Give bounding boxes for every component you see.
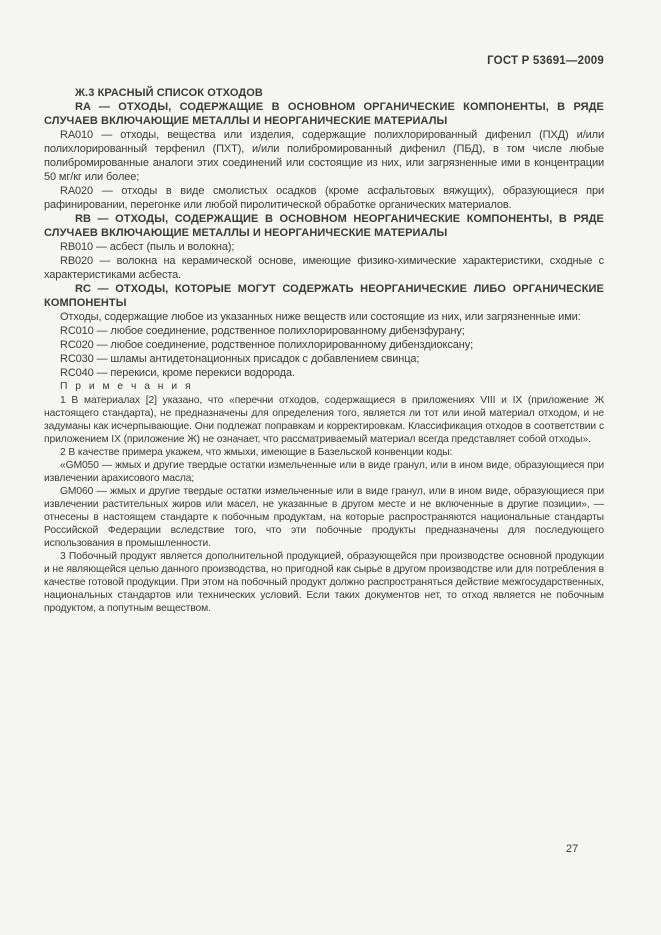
body-paragraph: RC020 — любое соединение, родственное полихлорированному дибенздиоксану; xyxy=(60,339,474,351)
body-paragraph: RB020 — волокна на керамической основе, имеющие физико-химические характеристики, сходные с характеристиками асбеста. xyxy=(44,255,604,281)
notes-label: П р и м е ч а н и я xyxy=(60,381,194,392)
body-paragraph: RC010 — любое соединение, родственное полихлорированному дибензфурану; xyxy=(60,325,465,337)
note-paragraph: 3 Побочный продукт является дополнительной продукцией, образующейся при производстве основной продукции и не являющейся целью данного производства, но пригодной как сырье в другом производстве или для потребления в качестве готовой продукции. При этом на побочный продукт должно распространяться действие межгосударственных, национальных стандартов или технических условий. Если таких документов нет, то отход является не побочным продуктом, а попутным веществом. xyxy=(44,551,604,614)
standard-designation: ГОСТ Р 53691—2009 xyxy=(487,55,604,67)
note-paragraph: «GM050 — жмых и другие твердые остатки измельченные или в виде гранул, или в ином виде, образующиеся при извлечении арахисового масла; xyxy=(44,460,604,484)
body-paragraph: Отходы, содержащие любое из указанных ниже веществ или состоящие из них, или загрязненные ими: xyxy=(60,311,581,323)
body-paragraph: RA010 — отходы, вещества или изделия, содержащие полихлорированный дифенил (ПХД) и/или полихлорированный терфенил (ПХТ), и/или полибромированный дифенил (ПБД), в том числе любые полибромированные аналоги этих соединений или состоящие из них, или загрязненные ими в концентрации 50 мг/кг или более; xyxy=(44,129,604,183)
body-paragraph: RB010 — асбест (пыль и волокна); xyxy=(60,241,235,253)
body-paragraph: RC040 — перекиси, кроме перекиси водорода. xyxy=(60,367,295,379)
note-paragraph: 2 В качестве примера укажем, что жмыхи, имеющие в Базельской конвенции коды: xyxy=(60,447,453,458)
document-body xyxy=(44,86,604,615)
body-paragraph: RC030 — шламы антидетонационных присадок с добавлением свинца; xyxy=(60,353,420,365)
page-header xyxy=(44,55,604,67)
category-heading: RC — ОТХОДЫ, КОТОРЫЕ МОГУТ СОДЕРЖАТЬ НЕОРГАНИЧЕСКИЕ ЛИБО ОРГАНИЧЕСКИЕ КОМПОНЕНТЫ xyxy=(44,283,604,309)
page-number: 27 xyxy=(566,843,579,855)
note-paragraph: 1 В материалах [2] указано, что «перечни отходов, содержащиеся в приложениях VIII и IX (приложение Ж настоящего стандарта), не предназначены для определения того, является ли тот или иной материал отходом, и не задуманы как исчерпывающие. Они подлежат поправкам и корректировкам. Классификация отходов в соответствии с приложением IX (приложение Ж) не означает, что рассматриваемый материал всегда представляет собой отходы». xyxy=(44,395,604,445)
note-paragraph: GM060 — жмых и другие твердые остатки измельченные или в виде гранул, или в ином виде, образующиеся при извлечении растительных жиров или масел, не указанные в другом месте и не включенные в другие позиции», — отнесены в настоящем стандарте к побочным продуктам, на которые распространяются национальные стандарты Российской Федерации вследствие того, что эти побочные продукты предназначены для последующего использования в промышленности. xyxy=(44,486,604,549)
category-heading: RA — ОТХОДЫ, СОДЕРЖАЩИЕ В ОСНОВНОМ ОРГАНИЧЕСКИЕ КОМПОНЕНТЫ, В РЯДЕ СЛУЧАЕВ ВКЛЮЧАЮЩИЕ МЕТАЛЛЫ И НЕОРГАНИЧЕСКИЕ МАТЕРИАЛЫ xyxy=(44,101,604,127)
category-heading: RB — ОТХОДЫ, СОДЕРЖАЩИЕ В ОСНОВНОМ НЕОРГАНИЧЕСКИЕ КОМПОНЕНТЫ, В РЯДЕ СЛУЧАЕВ ВКЛЮЧАЮЩИЕ МЕТАЛЛЫ И НЕОРГАНИЧЕСКИЕ МАТЕРИАЛЫ xyxy=(44,213,604,239)
body-paragraph: RA020 — отходы в виде смолистых осадков (кроме асфальтовых вяжущих), образующиеся при рафинировании, перегонке или любой пиролитической обработке органических материалов. xyxy=(44,185,604,211)
section-heading: Ж.3 КРАСНЫЙ СПИСОК ОТХОДОВ xyxy=(75,87,263,99)
